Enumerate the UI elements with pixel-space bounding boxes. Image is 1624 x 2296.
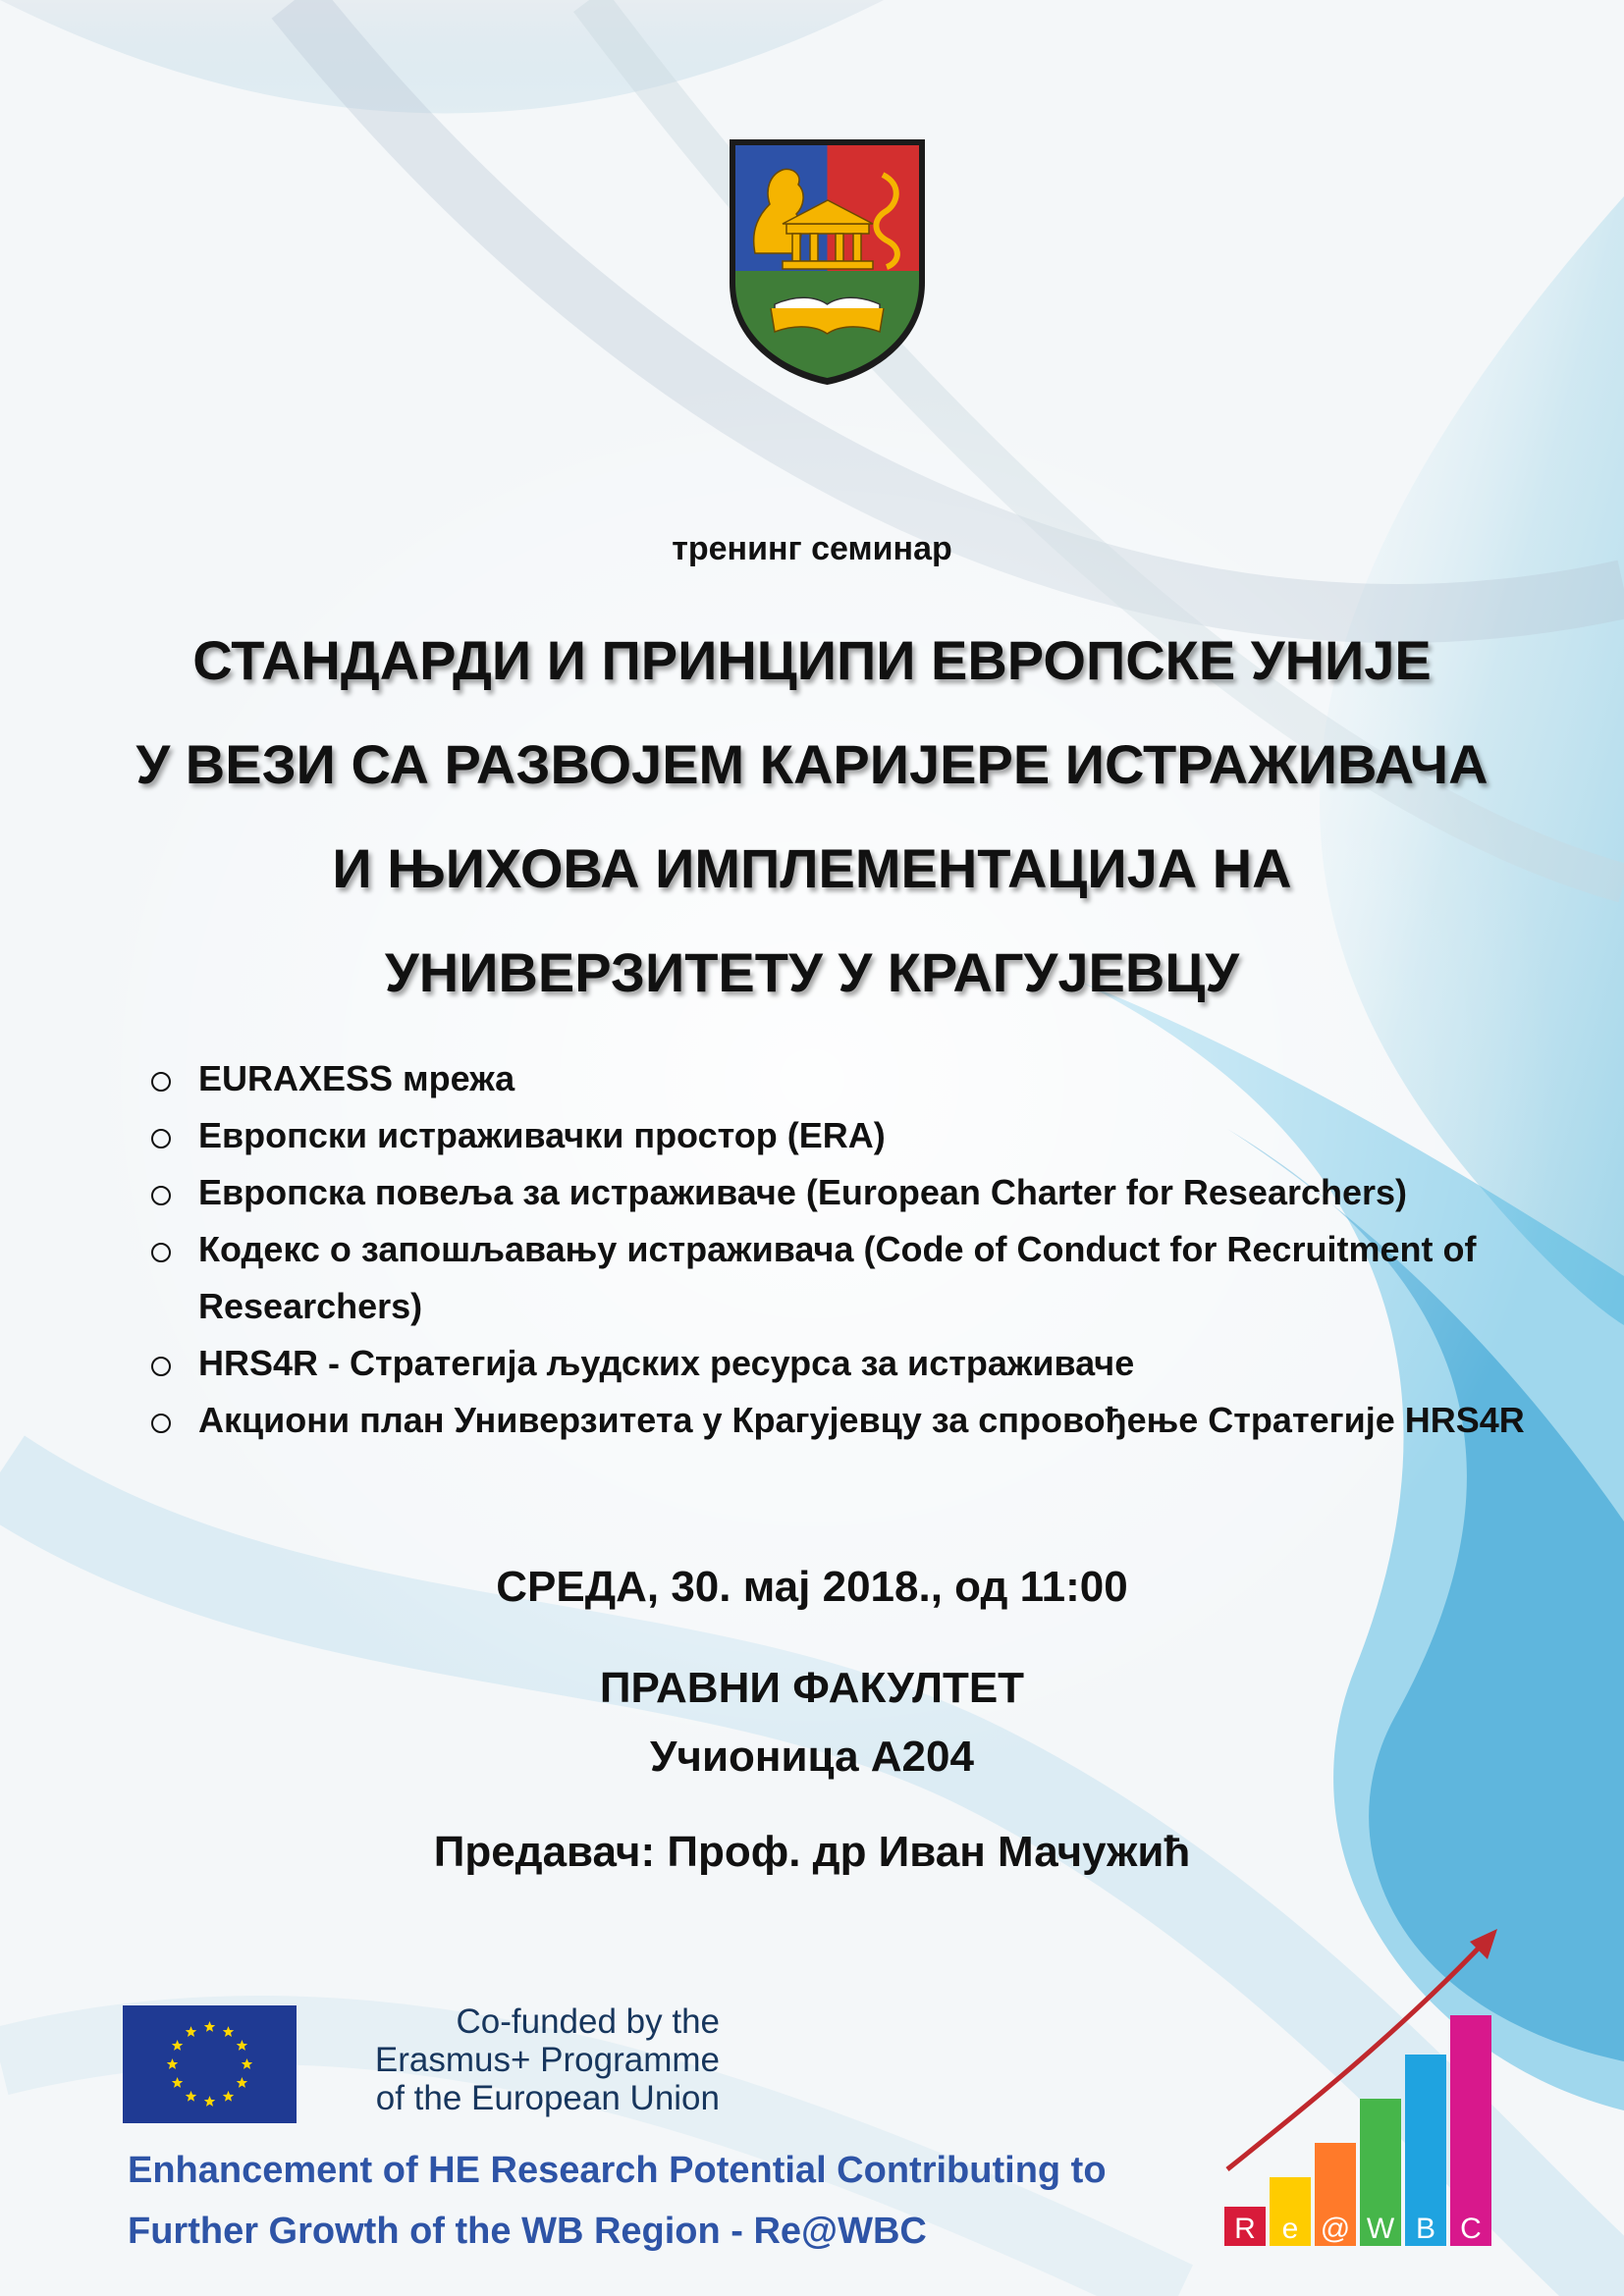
topic-item: EURAXESS мрежа	[147, 1050, 1591, 1107]
title-line-2: У ВЕЗИ СА РАЗВОЈЕМ КАРИЈЕРЕ ИСТРАЖИВАЧА	[135, 733, 1489, 795]
eu-line-3: of the European Union	[375, 2079, 720, 2117]
seminar-type-label: тренинг семинар	[672, 530, 952, 567]
eu-line-1: Co-funded by the	[456, 2002, 720, 2041]
growth-arrow-line	[1227, 1939, 1488, 2169]
event-date-time: СРЕДА, 30. мај 2018., од 11:00	[496, 1563, 1128, 1611]
logo-letter: C	[1460, 2213, 1482, 2245]
logo-letter: W	[1366, 2213, 1395, 2245]
topic-item: Акциони план Универзитета у Крагујевцу за спровођење Стратегије HRS4R	[147, 1392, 1591, 1449]
seminar-title	[59, 609, 1565, 1025]
eu-flag-logo	[123, 2005, 297, 2123]
logo-letter: R	[1234, 2213, 1256, 2245]
topic-item: Европска повеља за истраживаче (European Charter for Researchers)	[147, 1164, 1591, 1221]
project-name	[128, 2140, 1107, 2262]
topic-item: HRS4R - Стратегија људских ресурса за истраживаче	[147, 1335, 1591, 1392]
logo-bar	[1450, 2015, 1491, 2246]
bullet-circle-icon	[151, 1243, 171, 1262]
project-line-1: Enhancement of HE Research Potential Contributing to	[128, 2150, 1107, 2191]
rewbc-logo	[1213, 1924, 1507, 2258]
topic-list	[147, 1050, 1591, 1449]
title-line-1: СТАНДАРДИ И ПРИНЦИПИ ЕВРОПСКЕ УНИЈЕ	[192, 629, 1432, 691]
university-crest-logo	[726, 135, 929, 389]
logo-letter: B	[1415, 2213, 1436, 2245]
logo-letter: @	[1320, 2213, 1351, 2245]
title-line-3: И ЊИХОВА ИМПЛЕМЕНТАЦИЈА НА	[332, 837, 1292, 899]
bullet-circle-icon	[151, 1129, 171, 1148]
event-room: Учионица А204	[650, 1733, 974, 1781]
project-line-2: Further Growth of the WB Region - Re@WBC	[128, 2211, 927, 2252]
logo-letter: e	[1281, 2213, 1299, 2245]
bullet-circle-icon	[151, 1357, 171, 1376]
eu-cofunded-text	[327, 2002, 720, 2117]
eu-line-2: Erasmus+ Programme	[374, 2041, 720, 2079]
bullet-circle-icon	[151, 1414, 171, 1433]
bullet-circle-icon	[151, 1186, 171, 1205]
topic-item: Кодекс о запошљавању истраживача (Code of Conduct for Recruitment of Researchers)	[147, 1221, 1591, 1335]
topic-item: Европски истраживачки простор (ERA)	[147, 1107, 1591, 1164]
title-line-4: УНИВЕРЗИТЕТУ У КРАГУЈЕВЦУ	[384, 941, 1240, 1003]
bullet-circle-icon	[151, 1072, 171, 1092]
event-lecturer: Предавач: Проф. др Иван Мачужић	[433, 1828, 1191, 1876]
event-faculty: ПРАВНИ ФАКУЛТЕТ	[599, 1664, 1025, 1712]
